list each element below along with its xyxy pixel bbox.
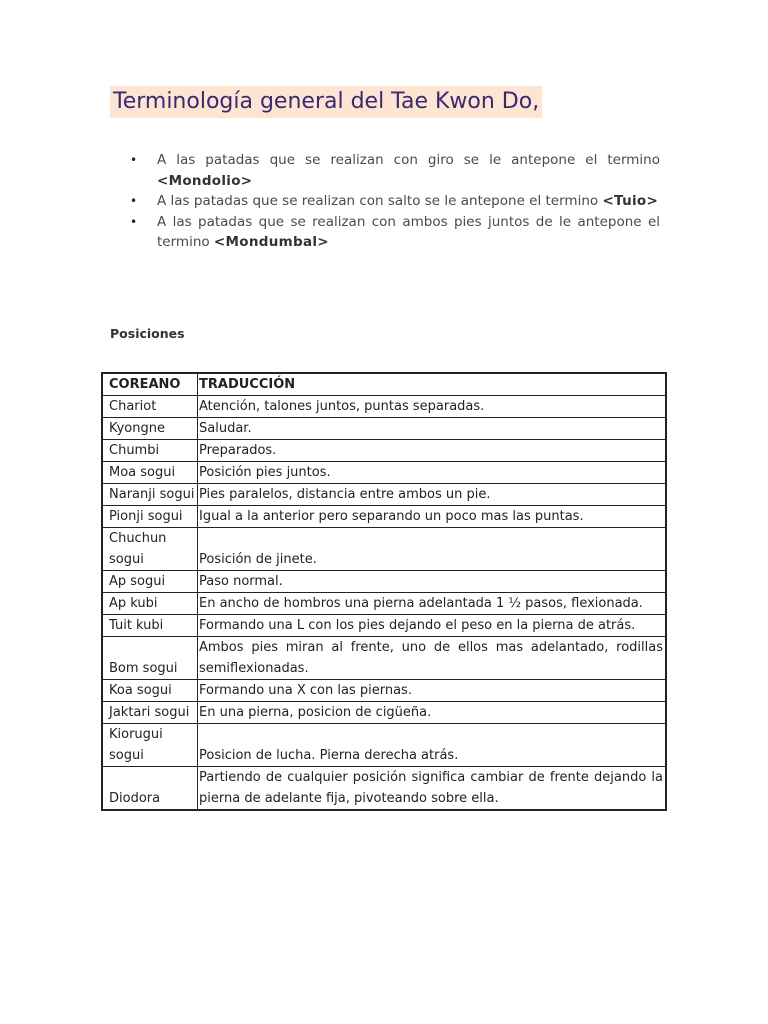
table-row [102,724,666,767]
table-header-row [102,373,666,396]
table-row [102,767,666,811]
cell-coreano: Bom sogui [102,637,198,680]
cell-traduccion: En ancho de hombros una pierna adelantada 1 ½ pasos, flexionada. [198,593,667,615]
cell-coreano: Pionji sogui [102,506,198,528]
cell-traduccion: Partiendo de cualquier posición significa cambiar de frente dejando la pierna de adelante fija, pivoteando sobre ella. [198,767,667,811]
rule-item [118,212,660,253]
cell-coreano: Ap kubi [102,593,198,615]
cell-coreano: Tuit kubi [102,615,198,637]
rule-term: <Tuio> [602,193,659,209]
cell-traduccion: Formando una L con los pies dejando el peso en la pierna de atrás. [198,615,667,637]
bullet-icon: • [130,194,138,208]
rule-item [118,191,660,212]
rule-text: A las patadas que se realizan con salto se le antepone el termino [157,193,603,209]
rule-text: A las patadas que se realizan con ambos pies juntos de le antepone el termino [157,213,660,250]
rule-item [118,150,660,191]
table-row [102,484,666,506]
table-row [102,593,666,615]
cell-coreano: Chumbi [102,440,198,462]
cell-coreano: Kyongne [102,418,198,440]
positions-table [101,372,667,811]
cell-coreano: Naranji sogui [102,484,198,506]
cell-traduccion: Igual a la anterior pero separando un poco mas las puntas. [198,506,667,528]
cell-traduccion: Posición de jinete. [198,528,667,571]
cell-coreano: Diodora [102,767,198,811]
table-row [102,637,666,680]
cell-coreano: Chuchun sogui [102,528,198,571]
cell-coreano: Ap sogui [102,571,198,593]
cell-coreano: Jaktari sogui [102,702,198,724]
cell-coreano: Chariot [102,396,198,418]
cell-coreano: Koa sogui [102,680,198,702]
cell-traduccion: Saludar. [198,418,667,440]
rule-text: A las patadas que se realizan con giro se le antepone el termino [157,152,660,168]
section-title: Posiciones [110,326,185,341]
page-title: Terminología general del Tae Kwon Do, [110,86,542,118]
table-row [102,702,666,724]
rule-term: <Mondolio> [157,172,253,189]
table-row [102,528,666,571]
cell-traduccion: Posición pies juntos. [198,462,667,484]
cell-traduccion: Formando una X con las piernas. [198,680,667,702]
bullet-icon: • [130,153,138,167]
table-row [102,396,666,418]
table-row [102,440,666,462]
table-row [102,680,666,702]
cell-traduccion: En una pierna, posicion de cigüeña. [198,702,667,724]
cell-traduccion: Preparados. [198,440,667,462]
table-row [102,418,666,440]
table-row [102,615,666,637]
rule-term: <Mondumbal> [213,234,329,250]
cell-traduccion: Posicion de lucha. Pierna derecha atrás. [198,724,667,767]
cell-coreano: Moa sogui [102,462,198,484]
bullet-icon: • [130,214,138,229]
table-row [102,571,666,593]
cell-traduccion: Atención, talones juntos, puntas separadas. [198,396,667,418]
cell-coreano: Kiorugui sogui [102,724,198,767]
cell-traduccion: Pies paralelos, distancia entre ambos un pie. [198,484,667,506]
table-row [102,506,666,528]
header-coreano: COREANO [102,373,198,396]
cell-traduccion: Paso normal. [198,571,667,593]
rules-list [118,150,660,253]
header-traduccion: TRADUCCIÓN [198,373,667,396]
cell-traduccion: Ambos pies miran al frente, uno de ellos mas adelantado, rodillas semiflexionadas. [198,637,667,680]
table-row [102,462,666,484]
